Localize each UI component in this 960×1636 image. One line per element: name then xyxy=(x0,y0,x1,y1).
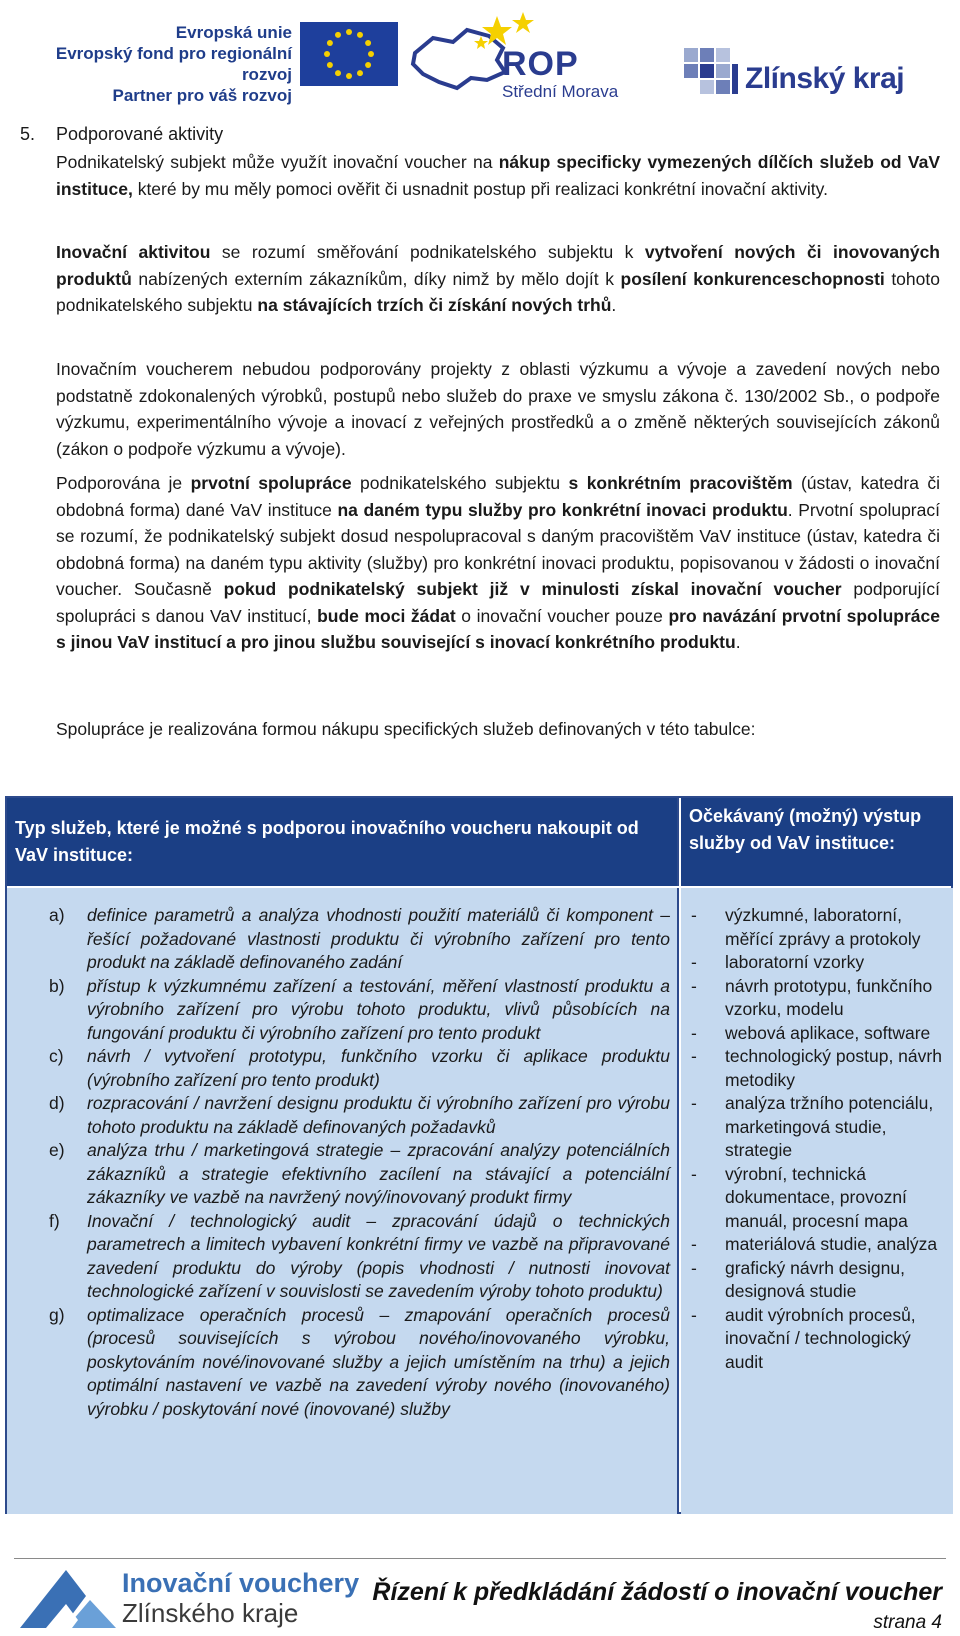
text-run: . xyxy=(735,632,741,652)
service-item-text: rozpracování / navržení designu produktu či výrobního zařízení pro výrobu tohoto produktu na základě definovaných požadavků xyxy=(87,1093,670,1137)
text-run: tohoto podnikatelského subjektu xyxy=(56,268,940,315)
text-run: o inovační voucher pouze xyxy=(455,605,669,626)
section-title: Podporované aktivity xyxy=(56,124,224,144)
output-item-dash: - xyxy=(691,975,697,996)
service-item-label: a) xyxy=(49,905,65,925)
service-item-text: přístup k výzkumnému zařízení a testování, měření vlastností produktu a výrobního zařízení pro výrobu tohoto produktu, vlivů působících na fungování produktu či výrobního zařízení pro tento produkt xyxy=(87,975,670,1043)
text-run: prvotní spolupráce xyxy=(190,473,352,493)
paragraph-1 xyxy=(56,149,940,202)
output-item xyxy=(681,975,953,1022)
paragraph-5 xyxy=(56,716,940,743)
table-cell-outputs xyxy=(681,888,953,1514)
text-run: vytvoření nových či inovovaných produktů xyxy=(56,242,941,289)
text-run: na stávajících trzích či získání nových trhů xyxy=(257,295,612,315)
section-number: 5. xyxy=(20,124,36,144)
service-item-label: e) xyxy=(49,1140,65,1160)
output-item-text: materiálová studie, analýza xyxy=(725,1234,938,1254)
text-run: bude moci žádat xyxy=(317,605,456,626)
text-run: Podporována je xyxy=(56,473,191,493)
output-item-text: audit výrobních procesů, inovační / technologický audit xyxy=(725,1304,916,1372)
output-list xyxy=(681,904,953,1374)
service-item-label: f) xyxy=(49,1210,60,1231)
output-item-dash: - xyxy=(691,1022,697,1043)
output-item-text: grafický návrh designu, designová studie xyxy=(725,1257,905,1301)
text-run: Inovační aktivitou xyxy=(56,242,211,262)
footer-logo-line-2: Zlínského kraje xyxy=(122,1598,299,1628)
text-run: pokud podnikatelský subjekt již v minulosti získal inovační voucher xyxy=(223,579,842,599)
text-run: nákup specificky vymezených dílčích služeb od VaV instituce, xyxy=(56,152,940,199)
text-run: nabízených externím zákazníkům, díky nimž by mělo dojít k xyxy=(131,268,621,289)
output-item-dash: - xyxy=(691,1257,697,1278)
rop-title: ROP xyxy=(502,45,579,83)
eu-line-2: Evropský fond pro regionální rozvoj xyxy=(55,44,292,84)
service-item xyxy=(7,1139,679,1210)
footer-logo-text xyxy=(122,1568,359,1628)
table-header-outputs-label: Očekávaný (možný) výstup služby od VaV instituce: xyxy=(689,806,922,853)
table-header-services xyxy=(7,798,679,886)
text-run: se rozumí směřování podnikatelského subjektu k xyxy=(210,242,645,262)
service-item-label: g) xyxy=(49,1304,65,1325)
footer-page-number: strana 4 xyxy=(873,1612,942,1633)
zlinsky-kraj-text: Zlínský kraj xyxy=(745,62,905,95)
output-item-text: analýza tržního potenciálu, marketingová studie, strategie xyxy=(725,1093,934,1160)
output-item-dash: - xyxy=(691,1234,697,1254)
service-item-text: Inovační / technologický audit – zpracování údajů o technických parametrech a limitech vybavení konkrétní firmy ve vazbě na připravované zavedení produktu do výroby (popis vhodnosti / nutnosti inovovat technologické zařízení v souvislosti se zavedením výroby tohoto produktu) xyxy=(87,1210,670,1301)
output-item xyxy=(681,1022,953,1046)
table-header-services-label: Typ služeb, které je možné s podporou inovačního voucheru nakoupit od VaV instituce: xyxy=(15,818,639,865)
service-item-text: definice parametrů a analýza vhodnosti použití materiálů či komponent – řešící požadované vlastnosti produktu či výrobního zařízení pro tento produkt na základě definovaného zadání xyxy=(87,905,670,972)
paragraph-3 xyxy=(56,356,940,462)
eu-line-1: Evropská unie xyxy=(175,23,292,42)
output-item xyxy=(681,1045,953,1092)
section-heading xyxy=(20,122,223,146)
rop-subtitle: Střední Morava xyxy=(502,82,619,101)
text-run: posílení konkurenceschopnosti xyxy=(620,268,885,289)
output-item xyxy=(681,1092,953,1163)
output-item-dash: - xyxy=(691,905,697,925)
output-item xyxy=(681,1304,953,1375)
text-run: s konkrétním pracovištěm xyxy=(568,473,793,493)
service-item xyxy=(7,975,679,1046)
service-item-text: návrh / vytvoření prototypu, funkčního vzorku či aplikace produktu (výrobního zařízení pro tento produkt) xyxy=(87,1046,670,1090)
output-item xyxy=(681,951,953,975)
output-item xyxy=(681,904,953,951)
text-run: podnikatelského subjektu xyxy=(351,473,569,493)
output-item-dash: - xyxy=(691,1093,697,1113)
service-item xyxy=(7,1210,679,1304)
output-item xyxy=(681,1257,953,1304)
service-item xyxy=(7,1045,679,1092)
service-item-label: c) xyxy=(49,1046,64,1066)
paragraph-2 xyxy=(56,239,940,319)
output-item-text: výzkumné, laboratorní, měřící zprávy a protokoly xyxy=(725,905,921,949)
text-run: na daném typu služby pro konkrétní inovaci produktu xyxy=(337,499,788,520)
eu-logo-text xyxy=(14,22,292,106)
services-table xyxy=(5,796,953,1514)
text-run: Inovačním voucherem nebudou podporovány projekty z oblasti výzkumu a vývoje a zavedení nových nebo podstatně zdokonalených výrobků, postupů nebo služeb do praxe ve smyslu zákona č. 130/2002 Sb. xyxy=(56,359,940,406)
output-item-dash: - xyxy=(691,1046,697,1066)
text-run: . Prvotní spoluprací se rozumí, že podnikatelský subjekt dosud nespolupracoval s daným pracovištěm VaV instituce (ústav, katedra či obdobná forma) na daném typu aktivity (služby) pro konkrétní inovaci produktu, popisovanou v žádosti o inovační voucher. Současně xyxy=(56,499,940,599)
text-run: pro navázání prvotní spolupráce s jinou VaV institucí a pro jinou službu související s inovací konkrétního produktu xyxy=(56,605,940,652)
output-item-dash: - xyxy=(691,1304,697,1325)
output-item-dash: - xyxy=(691,952,697,972)
service-item xyxy=(7,1092,679,1139)
service-list xyxy=(7,904,679,1421)
text-run: (ústav, katedra či obdobná forma) dané VaV instituce xyxy=(56,473,940,520)
output-item-text: webová aplikace, software xyxy=(725,1022,931,1043)
text-run: které by mu měly pomoci ověřit či usnadnit postup při realizaci konkrétní inovační aktivity. xyxy=(132,178,828,199)
table-cell-services xyxy=(7,888,679,1514)
rop-logo-text xyxy=(502,46,618,102)
service-item-text: optimalizace operačních procesů – zmapování operačních procesů (procesů souvisejících s výrobou nového/inovovaného výrobku, poskytováním nové/inovované služby a jejich umístěním na trhu) a jejich optimální nastavení ve vazbě na zavedení výroby nového (inovovaného) výrobku / poskytování nové (inovované) služby xyxy=(87,1304,670,1419)
service-item-label: b) xyxy=(49,975,65,996)
service-item xyxy=(7,904,679,975)
page-header xyxy=(0,0,960,110)
eu-line-3: Partner pro váš rozvoj xyxy=(112,86,292,105)
table-header-outputs xyxy=(681,798,953,886)
output-item-dash: - xyxy=(691,1163,697,1184)
output-item-text: návrh prototypu, funkčního vzorku, modelu xyxy=(725,975,933,1019)
eu-flag-icon xyxy=(300,22,398,86)
footer-logo-line-1: Inovační vouchery xyxy=(122,1568,360,1598)
text-run: Spolupráce je realizována formou nákupu specifických služeb definovaných v této tabulce: xyxy=(56,719,756,739)
footer-document-title: Řízení k předkládání žádostí o inovační voucher xyxy=(372,1578,942,1606)
output-item xyxy=(681,1163,953,1234)
output-item xyxy=(681,1233,953,1257)
paragraph-4 xyxy=(56,470,940,656)
output-item-text: laboratorní vzorky xyxy=(725,952,865,972)
service-item-label: d) xyxy=(49,1093,65,1113)
service-item xyxy=(7,1304,679,1422)
output-item-text: technologický postup, návrh metodiky xyxy=(725,1046,942,1090)
text-run: Podnikatelský subjekt může využít inovační voucher na xyxy=(56,152,499,172)
text-run: . xyxy=(611,295,617,315)
text-run: , o podpoře výzkumu, experimentálního vývoje a inovací z veřejných prostředků a o změně některých souvisejících zákonů (zákon o podpoře výzkumu a vývoje). xyxy=(56,385,940,459)
footer-divider xyxy=(14,1558,946,1559)
output-item-text: výrobní, technická dokumentace, provozní manuál, procesní mapa xyxy=(725,1163,908,1231)
service-item-text: analýza trhu / marketingová strategie – zpracování analýzy potenciálních zákazníků a strategie efektivního zacílení na stávající a potenciální zákazníky ve vazbě na navržený nový/inovovaný produkt firmy xyxy=(87,1140,670,1207)
text-run: podporující spolupráci s danou VaV institucí, xyxy=(56,579,941,626)
